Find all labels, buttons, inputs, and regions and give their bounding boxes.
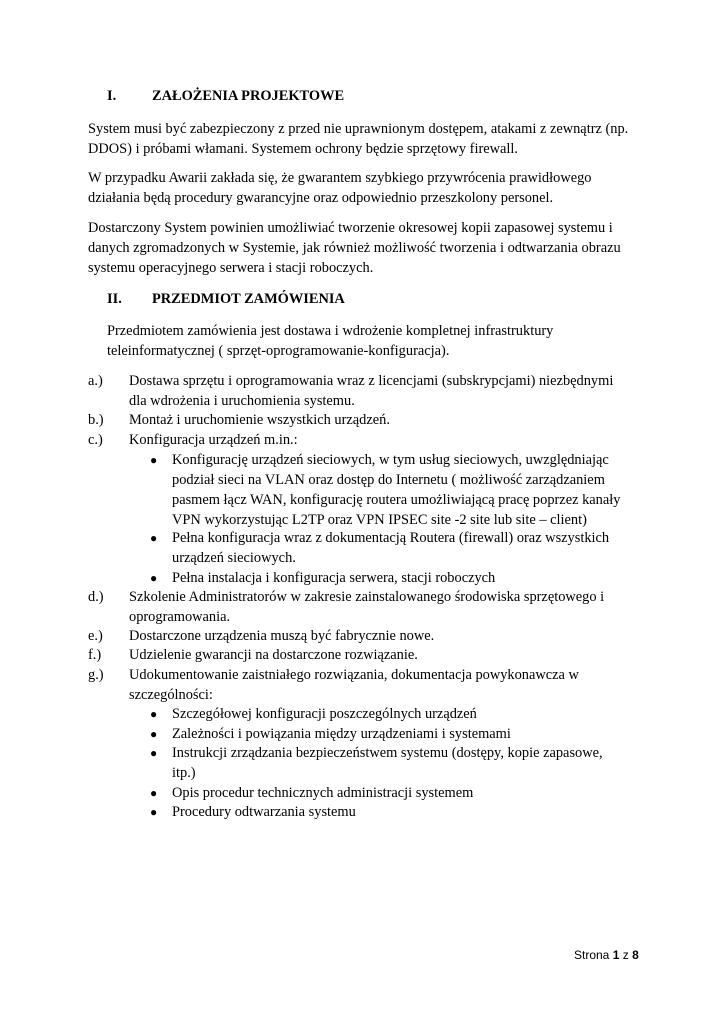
list-label: f.) xyxy=(88,647,102,663)
paragraph-intro xyxy=(107,321,553,361)
list-label: b.) xyxy=(88,412,104,428)
list-text xyxy=(129,371,613,411)
text-line: podział sieci na VLAN oraz dostęp do Internetu ( możliwość zarządzaniem xyxy=(172,472,605,488)
text-line: VPN wykorzystując L2TP oraz VPN IPSEC site -2 site lub site – client) xyxy=(172,512,587,528)
bullet-text xyxy=(172,528,609,568)
text-line: oprogramowania. xyxy=(129,609,231,625)
text-line: Pełna konfiguracja wraz z dokumentacją Routera (firewall) oraz wszystkich xyxy=(172,530,610,546)
text-line: Konfigurację urządzeń sieciowych, w tym usług sieciowych, uwzględniając xyxy=(172,452,609,468)
list-text: Dostarczone urządzenia muszą być fabrycznie nowe. xyxy=(129,628,435,644)
bullet-text: Opis procedur technicznych administracji systemem xyxy=(172,785,474,801)
bullet-text xyxy=(172,450,620,530)
bullet-text: Zależności i powiązania między urządzeniami i systemami xyxy=(172,726,511,742)
text-line: Udokumentowanie zaistniałego rozwiązania, dokumentacja powykonawcza w xyxy=(129,667,579,683)
text-line: Przedmiotem zamówienia jest dostawa i wdrożenie kompletnej infrastruktury xyxy=(107,323,554,339)
list-label: e.) xyxy=(88,628,103,644)
bullet-dot-icon: ● xyxy=(150,786,158,800)
text-line: Dostarczony System powinien umożliwiać tworzenie okresowej kopii zapasowej systemu i xyxy=(88,220,613,236)
footer-page-number: 1 xyxy=(612,948,620,962)
text-line: pasmem łącz WAN, konfigurację routera umożliwiającą pracę poprzez kanały xyxy=(172,492,621,508)
footer-prefix: Strona xyxy=(574,948,610,962)
text-line: dla wdrożenia i uruchomienia systemu. xyxy=(129,393,355,409)
text-line: działania będą procedury gwarancyjne oraz odpowiednio przeszkolony personel. xyxy=(88,190,554,206)
bullet-text xyxy=(172,568,495,588)
text-line: Dostawa sprzętu i oprogramowania wraz z licencjami (subskrypcjami) niezbędnymi xyxy=(129,373,614,389)
list-text xyxy=(129,587,604,627)
list-label: d.) xyxy=(88,589,104,605)
bullet-dot-icon: ● xyxy=(150,453,158,467)
section-2-title: PRZEDMIOT ZAMÓWIENIA xyxy=(152,291,345,307)
text-line: szczególności: xyxy=(129,687,213,703)
list-text xyxy=(129,665,579,705)
bullet-dot-icon: ● xyxy=(150,531,158,545)
paragraph-backup xyxy=(88,218,621,278)
list-text: Udzielenie gwarancji na dostarczone rozwiązanie. xyxy=(129,647,418,663)
section-2-number: II. xyxy=(107,291,122,307)
text-line: itp.) xyxy=(172,765,196,781)
list-text: Konfiguracja urządzeń m.in.: xyxy=(129,432,298,448)
list-label: a.) xyxy=(88,373,103,389)
bullet-text: Procedury odtwarzania systemu xyxy=(172,804,356,820)
bullet-text: Szczegółowej konfiguracji poszczególnych urządzeń xyxy=(172,706,477,722)
bullet-dot-icon: ● xyxy=(150,805,158,819)
paragraph-failure xyxy=(88,168,592,208)
list-label: c.) xyxy=(88,432,103,448)
bullet-dot-icon: ● xyxy=(150,707,158,721)
page-footer xyxy=(574,948,639,962)
bullet-dot-icon: ● xyxy=(150,746,158,760)
text-line: DDOS) i próbami włamani. Systemem ochrony będzie sprzętowy firewall. xyxy=(88,141,519,157)
list-label: g.) xyxy=(88,667,104,683)
bullet-dot-icon: ● xyxy=(150,571,158,585)
text-line: Instrukcji zrządzania bezpieczeństwem systemu (dostępy, kopie zapasowe, xyxy=(172,745,603,761)
bullet-dot-icon: ● xyxy=(150,727,158,741)
list-text: Montaż i uruchomienie wszystkich urządzeń. xyxy=(129,412,390,428)
text-line: teleinformatycznej ( sprzęt-oprogramowanie-konfiguracja). xyxy=(107,343,450,359)
section-1-number: I. xyxy=(107,88,117,104)
bullet-text xyxy=(172,743,603,783)
paragraph-security xyxy=(88,119,628,159)
footer-of: z xyxy=(622,948,629,962)
footer-total-pages: 8 xyxy=(632,948,639,962)
text-line: Szkolenie Administratorów w zakresie zainstalowanego środowiska sprzętowego i xyxy=(129,589,605,605)
text-line: Pełna instalacja i konfiguracja serwera, stacji roboczych xyxy=(172,570,496,586)
text-line: systemu operacyjnego serwera i stacji roboczych. xyxy=(88,260,374,276)
text-line: W przypadku Awarii zakłada się, że gwarantem szybkiego przywrócenia prawidłowego xyxy=(88,170,592,186)
text-line: urządzeń sieciowych. xyxy=(172,550,296,566)
text-line: danych zgromadzonych w Systemie, jak również możliwość tworzenia i odtwarzania obrazu xyxy=(88,240,621,256)
section-1-title: ZAŁOŻENIA PROJEKTOWE xyxy=(152,88,345,104)
text-line: System musi być zabezpieczony z przed nie uprawnionym dostępem, atakami z zewnątrz (np. xyxy=(88,121,629,137)
